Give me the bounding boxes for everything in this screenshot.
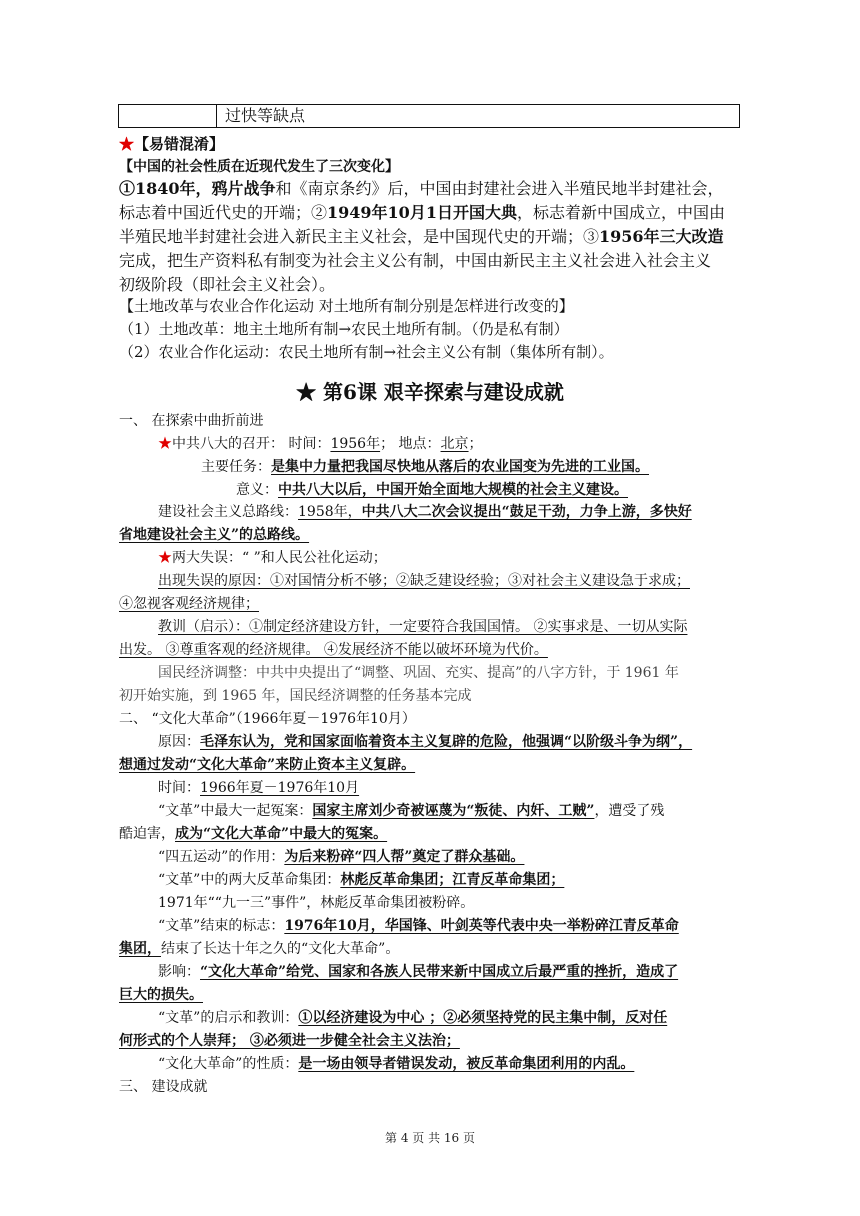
time-line: 时间：1966年夏－1976年10月	[158, 780, 360, 796]
paragraph-line: 标志着中国近代史的开端；②1949年10月1日开国大典，标志着新中国成立，中国由	[119, 203, 725, 222]
lesson-line-cont: 出发。 ③尊重客观的经济规律。 ④发展经济不能以破坏环境为代价。	[119, 642, 548, 658]
event-913-line: 1971年““九一三”事件”，林彪反革命集团被粉碎。	[158, 895, 475, 911]
adjust-line: 国民经济调整：中共中央提出了“调整、巩固、充实、提高”的八字方针，于 1961 年	[158, 665, 679, 681]
land-reform-item: （1）土地改革：地主土地所有制→农民土地所有制。（仍是私有制）	[119, 320, 569, 338]
section-heading-2: 二、 “文化大革命”（1966年夏－1976年10月）	[119, 711, 416, 727]
table-cell-empty	[119, 105, 217, 127]
cause-line-cont: ④忽视客观经济规律；	[119, 596, 259, 612]
reason-line-cont: 想通过发动“文化大革命”来防止资本主义复辟。	[119, 757, 416, 773]
april5-line: “四五运动”的作用：为后来粉碎“四人帮”奠定了群众基础。	[158, 849, 525, 865]
impact-line: 影响：“文化大革命”给党、国家和各族人民带来新中国成立后最严重的挫折，造成了	[158, 964, 679, 980]
paragraph-line: 完成，把生产资料私有制变为社会主义公有制，中国由新民主主义社会进入社会主义	[119, 251, 712, 270]
reason-line: 原因：毛泽东认为，党和国家面临着资本主义复辟的危险，他强调“以阶级斗争为纲”，	[158, 734, 693, 750]
case-line-cont: 酷迫害，成为“文化大革命”中最大的冤案。	[119, 826, 388, 842]
table-cell-text: 过快等缺点	[225, 106, 306, 125]
end-line-cont: 集团，结束了长达十年之久的“文化大革命”。	[119, 941, 400, 957]
impact-line-cont: 巨大的损失。	[119, 987, 203, 1003]
general-line: 建设社会主义总路线：1958年，中共八大二次会议提出“鼓足干劲，力争上游，多快好	[158, 504, 692, 520]
inspiration-line: “文革”的启示和教训：①以经济建设为中心 ；②必须坚持党的民主集中制，反对任	[158, 1010, 668, 1026]
end-line: “文革”结束的标志：1976年10月，华国锋、叶剑英等代表中央一举粉碎江青反革命	[158, 918, 679, 934]
eighth-task-line: 主要任务：是集中力量把我国尽快地从落后的农业国变为先进的工业国。	[201, 459, 649, 475]
paragraph-line: 半殖民地半封建社会进入新民主主义社会，是中国现代史的开端；③1956年三大改造	[119, 227, 724, 246]
eighth-congress-line: ★中共八大的召开： 时间：1956年； 地点：北京；	[158, 436, 483, 452]
paragraph-line: ①1840年，鸦片战争和《南京条约》后，中国由封建社会进入半殖民地半封建社会，	[119, 179, 724, 198]
confusion-subheading-society: 【中国的社会性质在近现代发生了三次变化】	[119, 159, 399, 175]
paragraph-line: 初级阶段（即社会主义社会）。	[119, 275, 336, 294]
lesson-line: 教训（启示）：①制定经济建设方针，一定要符合我国国情。 ②实事求是、一切从实际	[158, 619, 688, 635]
groups-line: “文革”中的两大反革命集团：林彪反革命集团；江青反革命集团；	[158, 872, 565, 888]
case-line: “文革”中最大一起冤案：国家主席刘少奇被诬蔑为“叛徒、内奸、工贼”，遭受了残	[158, 803, 665, 819]
cooperation-item: （2）农业合作化运动：农民土地所有制→社会主义公有制（集体所有制）。	[119, 343, 614, 361]
star-icon: ★	[119, 135, 135, 153]
star-icon: ★	[158, 436, 172, 452]
section-heading-3: 三、 建设成就	[119, 1079, 208, 1095]
section-heading-1: 一、 在探索中曲折前进	[119, 413, 264, 429]
table-row	[118, 104, 740, 128]
eighth-meaning-line: 意义：中共八大以后，中国开始全面地大规模的社会主义建设。	[236, 482, 628, 498]
cause-line: 出现失误的原因：①对国情分析不够；②缺乏建设经验；③对社会主义建设急于求成；	[158, 573, 690, 589]
mistakes-line: ★两大失误：“ ”和人民公社化运动；	[158, 550, 387, 566]
adjust-line-cont: 初开始实施，到 1965 年，国民经济调整的任务基本完成	[119, 688, 472, 704]
confusion-heading: ★【易错混淆】	[119, 135, 225, 153]
page-footer: 第 4 页 共 16 页	[385, 1131, 475, 1145]
general-line-cont: 省地建设社会主义”的总路线。	[119, 527, 310, 543]
page-title: ★ 第6课 艰辛探索与建设成就	[296, 380, 564, 404]
confusion-subheading-land: 【土地改革与农业合作化运动 对土地所有制分别是怎样进行改变的】	[119, 297, 574, 315]
nature-line: “文化大革命”的性质：是一场由领导者错误发动，被反革命集团利用的内乱。	[158, 1056, 635, 1072]
inspiration-line-cont: 何形式的个人崇拜； ③必须进一步健全社会主义法治；	[119, 1033, 460, 1049]
star-icon: ★	[158, 550, 172, 566]
